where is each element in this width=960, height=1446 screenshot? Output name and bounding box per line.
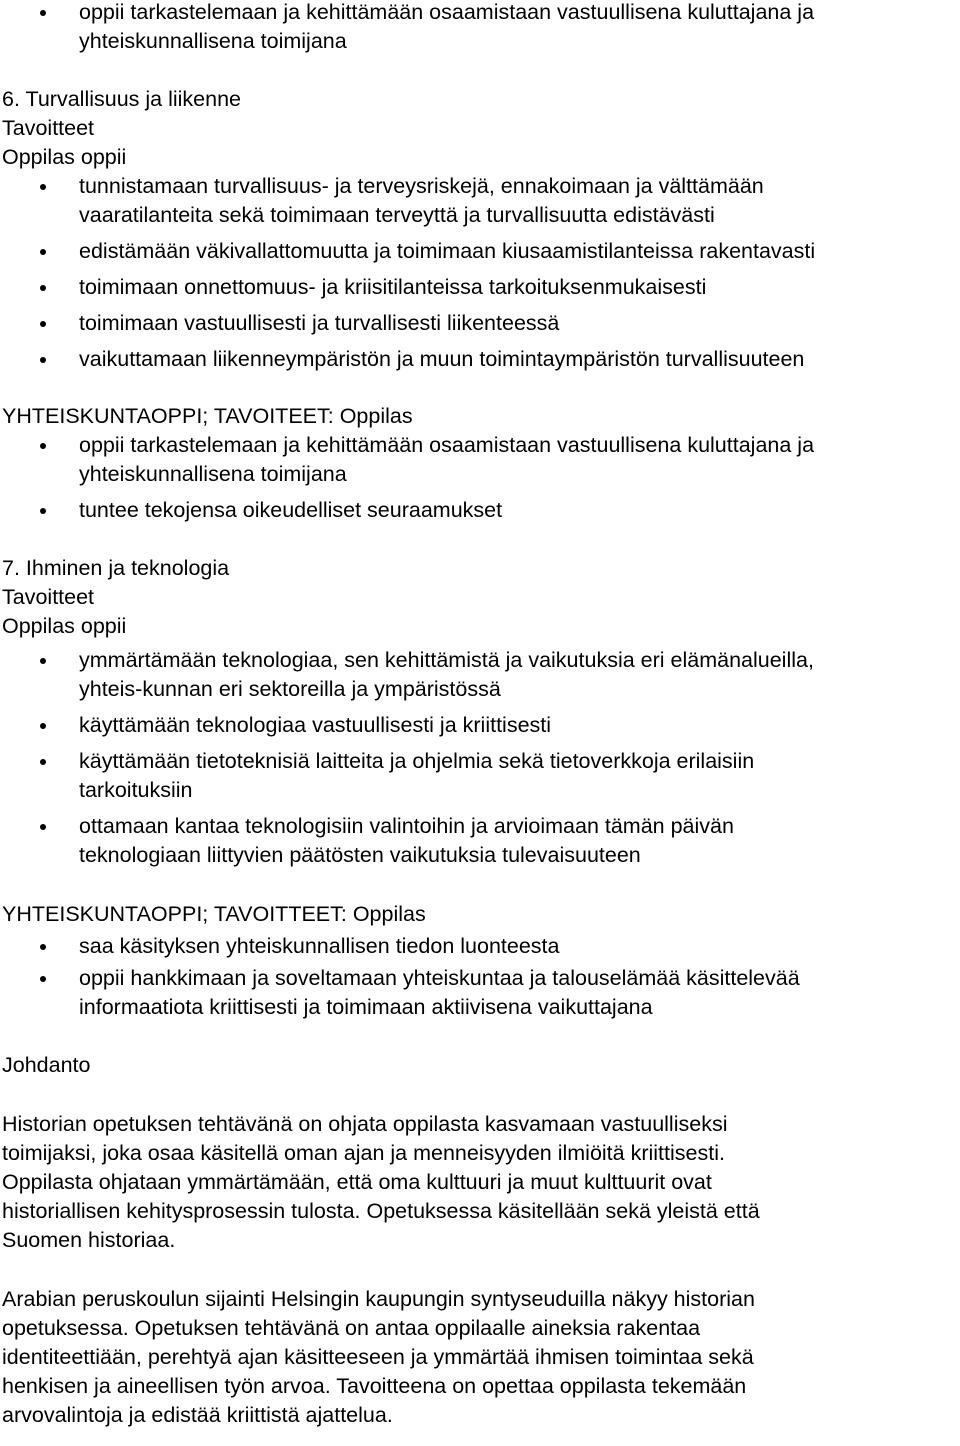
section-heading: 7. Ihminen ja teknologia [2,556,230,580]
list-item: oppii tarkastelemaan ja kehittämään osaamistaan vastuullisena kuluttajana ja yhteiskunnallisena toimijana [2,431,960,489]
subheading-tavoitteet: Tavoitteet [2,116,95,140]
section-heading: 6. Turvallisuus ja liikenne [2,87,242,111]
subheading-oppilas: Oppilas oppii [2,614,127,638]
list-item: ymmärtämään teknologiaa, sen kehittämistä ja vaikutuksia eri elämänalueilla, yhteis-kunnan eri sektoreilla ja ympäristössä [2,646,960,704]
section6-yhteiskuntaoppi-list [2,431,960,525]
list-item: tunnistamaan turvallisuus- ja terveysriskejä, ennakoimaan ja välttämään vaaratilanteita sekä toimimaan terveyttä ja turvallisuutta edistävästi [2,172,960,230]
list-item: käyttämään tietoteknisiä laitteita ja ohjelmia sekä tietoverkkoja erilaisiin tarkoituksiin [2,747,960,805]
list-item: toimimaan onnettomuus- ja kriisitilanteissa tarkoituksenmukaisesti [2,273,960,302]
johdanto-paragraph-1: Historian opetuksen tehtävänä on ohjata oppilasta kasvamaan vastuulliseksi toimijaksi, joka osaa käsitellä oman ajan ja menneisyyden ilmiöitä kriittisesti. Oppilasta ohjataan ymmärtämään, että oma kulttuuri ja muut kulttuurit ovat historiallisen kehitysprosessin tulosta. Opetuksessa käsitellään sekä yleistä että Suomen historiaa. [2,1112,760,1252]
list-item: saa käsityksen yhteiskunnallisen tiedon luonteesta [2,932,960,961]
list-item: käyttämään teknologiaa vastuullisesti ja kriittisesti [2,711,960,740]
top-bullet-list [2,0,960,56]
johdanto-heading: Johdanto [2,1053,91,1077]
johdanto-paragraph-2: Arabian peruskoulun sijainti Helsingin kaupungin syntyseuduilla näkyy historian opetuksessa. Opetuksen tehtävänä on antaa oppilaalle aineksia rakentaa identiteettiään, perehtyä ajan käsitteeseen ja ymmärtää ihmisen toimintaa sekä henkisen ja aineellisen työn arvoa. Tavoitteena on opettaa oppilasta tekemään arvovalintoja ja edistää kriittistä ajattelua. [2,1287,755,1427]
section7-yhteiskuntaoppi-list [2,932,960,1022]
list-item: tuntee tekojensa oikeudelliset seuraamukset [2,496,960,525]
yhteiskuntaoppi-heading: YHTEISKUNTAOPPI; TAVOITTEET: Oppilas [2,902,426,926]
list-item: vaikuttamaan liikenneympäristön ja muun toimintaympäristön turvallisuuteen [2,345,960,374]
section7-objectives-list [2,646,960,870]
yhteiskuntaoppi-heading: YHTEISKUNTAOPPI; TAVOITEET: Oppilas [2,404,413,428]
subheading-tavoitteet: Tavoitteet [2,585,95,609]
list-item: ottamaan kantaa teknologisiin valintoihin ja arvioimaan tämän päivän teknologiaan liittyvien päätösten vaikutuksia tulevaisuuteen [2,812,960,870]
list-item: oppii hankkimaan ja soveltamaan yhteiskuntaa ja talouselämää käsittelevää informaatiota kriittisesti ja toimimaan aktiivisena vaikuttajana [2,964,960,1022]
subheading-oppilas: Oppilas oppii [2,145,127,169]
list-item: oppii tarkastelemaan ja kehittämään osaamistaan vastuullisena kuluttajana ja yhteiskunnallisena toimijana [2,0,960,56]
section6-objectives-list [2,172,960,374]
list-item: toimimaan vastuullisesti ja turvallisesti liikenteessä [2,309,960,338]
list-item: edistämään väkivallattomuutta ja toimimaan kiusaamistilanteissa rakentavasti [2,237,960,266]
